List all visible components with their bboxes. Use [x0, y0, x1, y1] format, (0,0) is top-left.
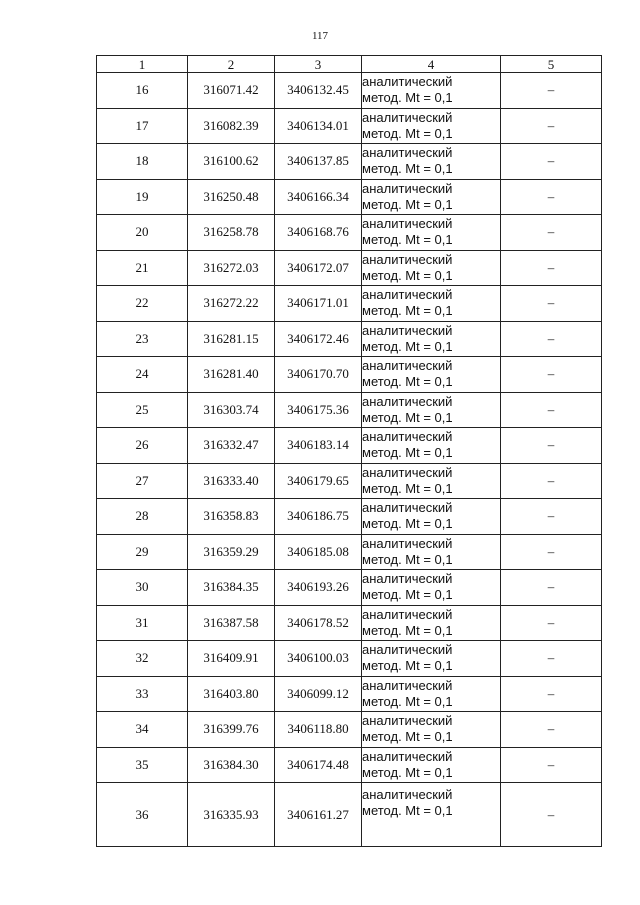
method-line-1: аналитический [362, 642, 453, 658]
column-5-cell: – [501, 783, 602, 847]
point-number-cell: 16 [97, 73, 188, 109]
table-row [97, 605, 602, 641]
y-coordinate-cell: 3406172.07 [275, 250, 362, 286]
method-line-1: аналитический [362, 535, 453, 551]
point-number-cell: 19 [97, 179, 188, 215]
table-row [97, 676, 602, 712]
column-5-cell: – [501, 250, 602, 286]
column-5-cell: – [501, 321, 602, 357]
x-coordinate-cell: 316100.62 [188, 144, 275, 180]
table-row [97, 641, 602, 677]
x-coordinate-cell: 316272.03 [188, 250, 275, 286]
method-line-1: аналитический [362, 787, 453, 802]
method-cell [362, 676, 501, 712]
column-header-4: 4 [362, 56, 501, 73]
x-coordinate-cell: 316358.83 [188, 499, 275, 535]
method-cell [362, 570, 501, 606]
method-line-1: аналитический [362, 571, 453, 587]
column-5-cell: – [501, 144, 602, 180]
method-cell [362, 392, 501, 428]
method-line-1: аналитический [362, 287, 453, 303]
method-line-1: аналитический [362, 500, 453, 516]
column-header-5: 5 [501, 56, 602, 73]
method-line-2: метод. Mt = 0,1 [362, 338, 453, 354]
x-coordinate-cell: 316303.74 [188, 392, 275, 428]
x-coordinate-cell: 316281.15 [188, 321, 275, 357]
table-row [97, 286, 602, 322]
method-cell [362, 605, 501, 641]
table-row [97, 108, 602, 144]
method-line-2: метод. Mt = 0,1 [362, 267, 453, 283]
point-number-cell: 28 [97, 499, 188, 535]
method-line-2: метод. Mt = 0,1 [362, 409, 453, 425]
method-line-2: метод. Mt = 0,1 [362, 587, 453, 603]
point-number-cell: 22 [97, 286, 188, 322]
point-number-cell: 20 [97, 215, 188, 251]
method-cell [362, 73, 501, 109]
column-5-cell: – [501, 463, 602, 499]
point-number-cell: 36 [97, 783, 188, 847]
point-number-cell: 21 [97, 250, 188, 286]
method-line-2: метод. Mt = 0,1 [362, 658, 453, 674]
column-5-cell: – [501, 357, 602, 393]
table-header [97, 56, 602, 73]
x-coordinate-cell: 316258.78 [188, 215, 275, 251]
x-coordinate-cell: 316333.40 [188, 463, 275, 499]
method-line-2: метод. Mt = 0,1 [362, 161, 453, 177]
column-5-cell: – [501, 392, 602, 428]
point-number-cell: 33 [97, 676, 188, 712]
table-row [97, 392, 602, 428]
method-line-2: метод. Mt = 0,1 [362, 196, 453, 212]
method-line-2: метод. Mt = 0,1 [362, 551, 453, 567]
point-number-cell: 35 [97, 747, 188, 783]
x-coordinate-cell: 316387.58 [188, 605, 275, 641]
method-line-2: метод. Mt = 0,1 [362, 803, 453, 818]
y-coordinate-cell: 3406161.27 [275, 783, 362, 847]
column-5-cell: – [501, 712, 602, 748]
column-5-cell: – [501, 641, 602, 677]
table-row [97, 463, 602, 499]
table-row [97, 250, 602, 286]
method-cell [362, 747, 501, 783]
method-cell [362, 463, 501, 499]
column-5-cell: – [501, 108, 602, 144]
method-line-2: метод. Mt = 0,1 [362, 764, 453, 780]
y-coordinate-cell: 3406179.65 [275, 463, 362, 499]
point-number-cell: 29 [97, 534, 188, 570]
x-coordinate-cell: 316384.35 [188, 570, 275, 606]
x-coordinate-cell: 316403.80 [188, 676, 275, 712]
column-5-cell: – [501, 499, 602, 535]
point-number-cell: 32 [97, 641, 188, 677]
method-line-1: аналитический [362, 216, 453, 232]
table-row [97, 215, 602, 251]
method-line-1: аналитический [362, 358, 453, 374]
table-row [97, 783, 602, 847]
method-line-2: метод. Mt = 0,1 [362, 445, 453, 461]
point-number-cell: 24 [97, 357, 188, 393]
column-5-cell: – [501, 605, 602, 641]
method-cell [362, 215, 501, 251]
y-coordinate-cell: 3406171.01 [275, 286, 362, 322]
table-row [97, 357, 602, 393]
table-row [97, 570, 602, 606]
point-number-cell: 26 [97, 428, 188, 464]
method-line-2: метод. Mt = 0,1 [362, 374, 453, 390]
column-5-cell: – [501, 215, 602, 251]
y-coordinate-cell: 3406178.52 [275, 605, 362, 641]
page-number: 117 [311, 30, 329, 42]
method-cell [362, 499, 501, 535]
method-line-1: аналитический [362, 109, 453, 125]
x-coordinate-cell: 316359.29 [188, 534, 275, 570]
method-line-2: метод. Mt = 0,1 [362, 729, 453, 745]
method-line-2: метод. Mt = 0,1 [362, 125, 453, 141]
method-line-1: аналитический [362, 429, 453, 445]
x-coordinate-cell: 316281.40 [188, 357, 275, 393]
method-cell [362, 286, 501, 322]
y-coordinate-cell: 3406099.12 [275, 676, 362, 712]
table-row [97, 534, 602, 570]
point-number-cell: 31 [97, 605, 188, 641]
method-cell [362, 321, 501, 357]
method-line-2: метод. Mt = 0,1 [362, 232, 453, 248]
y-coordinate-cell: 3406118.80 [275, 712, 362, 748]
method-cell [362, 250, 501, 286]
y-coordinate-cell: 3406172.46 [275, 321, 362, 357]
x-coordinate-cell: 316250.48 [188, 179, 275, 215]
column-5-cell: – [501, 676, 602, 712]
column-header-3: 3 [275, 56, 362, 73]
point-number-cell: 30 [97, 570, 188, 606]
header-row [97, 56, 602, 73]
point-number-cell: 18 [97, 144, 188, 180]
method-line-1: аналитический [362, 393, 453, 409]
method-cell [362, 179, 501, 215]
method-cell [362, 534, 501, 570]
method-line-2: метод. Mt = 0,1 [362, 303, 453, 319]
method-line-1: аналитический [362, 677, 453, 693]
method-line-2: метод. Mt = 0,1 [362, 516, 453, 532]
column-header-2: 2 [188, 56, 275, 73]
table-body [97, 73, 602, 847]
point-number-cell: 27 [97, 463, 188, 499]
method-cell [362, 108, 501, 144]
method-cell [362, 783, 501, 847]
x-coordinate-cell: 316332.47 [188, 428, 275, 464]
method-cell [362, 428, 501, 464]
method-line-2: метод. Mt = 0,1 [362, 693, 453, 709]
y-coordinate-cell: 3406168.76 [275, 215, 362, 251]
point-number-cell: 17 [97, 108, 188, 144]
y-coordinate-cell: 3406183.14 [275, 428, 362, 464]
method-line-1: аналитический [362, 251, 453, 267]
y-coordinate-cell: 3406134.01 [275, 108, 362, 144]
method-cell [362, 144, 501, 180]
method-line-1: аналитический [362, 464, 453, 480]
column-5-cell: – [501, 179, 602, 215]
x-coordinate-cell: 316335.93 [188, 783, 275, 847]
column-header-1: 1 [97, 56, 188, 73]
coordinates-table [96, 55, 602, 847]
table-row [97, 428, 602, 464]
y-coordinate-cell: 3406185.08 [275, 534, 362, 570]
column-5-cell: – [501, 570, 602, 606]
column-5-cell: – [501, 428, 602, 464]
method-cell [362, 712, 501, 748]
method-line-2: метод. Mt = 0,1 [362, 90, 453, 106]
method-line-1: аналитический [362, 713, 453, 729]
column-5-cell: – [501, 747, 602, 783]
y-coordinate-cell: 3406193.26 [275, 570, 362, 606]
method-line-1: аналитический [362, 180, 453, 196]
table-row [97, 321, 602, 357]
point-number-cell: 25 [97, 392, 188, 428]
y-coordinate-cell: 3406175.36 [275, 392, 362, 428]
method-line-1: аналитический [362, 748, 453, 764]
table-row [97, 179, 602, 215]
method-line-1: аналитический [362, 606, 453, 622]
point-number-cell: 23 [97, 321, 188, 357]
table-row [97, 144, 602, 180]
table-row [97, 499, 602, 535]
y-coordinate-cell: 3406132.45 [275, 73, 362, 109]
point-number-cell: 34 [97, 712, 188, 748]
y-coordinate-cell: 3406100.03 [275, 641, 362, 677]
column-5-cell: – [501, 73, 602, 109]
method-cell [362, 641, 501, 677]
method-line-2: метод. Mt = 0,1 [362, 480, 453, 496]
method-cell [362, 357, 501, 393]
table-row [97, 73, 602, 109]
y-coordinate-cell: 3406186.75 [275, 499, 362, 535]
y-coordinate-cell: 3406174.48 [275, 747, 362, 783]
table-row [97, 747, 602, 783]
method-line-1: аналитический [362, 322, 453, 338]
x-coordinate-cell: 316071.42 [188, 73, 275, 109]
column-5-cell: – [501, 286, 602, 322]
y-coordinate-cell: 3406170.70 [275, 357, 362, 393]
x-coordinate-cell: 316409.91 [188, 641, 275, 677]
y-coordinate-cell: 3406166.34 [275, 179, 362, 215]
x-coordinate-cell: 316272.22 [188, 286, 275, 322]
x-coordinate-cell: 316384.30 [188, 747, 275, 783]
table-row [97, 712, 602, 748]
y-coordinate-cell: 3406137.85 [275, 144, 362, 180]
x-coordinate-cell: 316399.76 [188, 712, 275, 748]
method-line-2: метод. Mt = 0,1 [362, 622, 453, 638]
column-5-cell: – [501, 534, 602, 570]
method-line-1: аналитический [362, 74, 453, 90]
x-coordinate-cell: 316082.39 [188, 108, 275, 144]
method-line-1: аналитический [362, 145, 453, 161]
